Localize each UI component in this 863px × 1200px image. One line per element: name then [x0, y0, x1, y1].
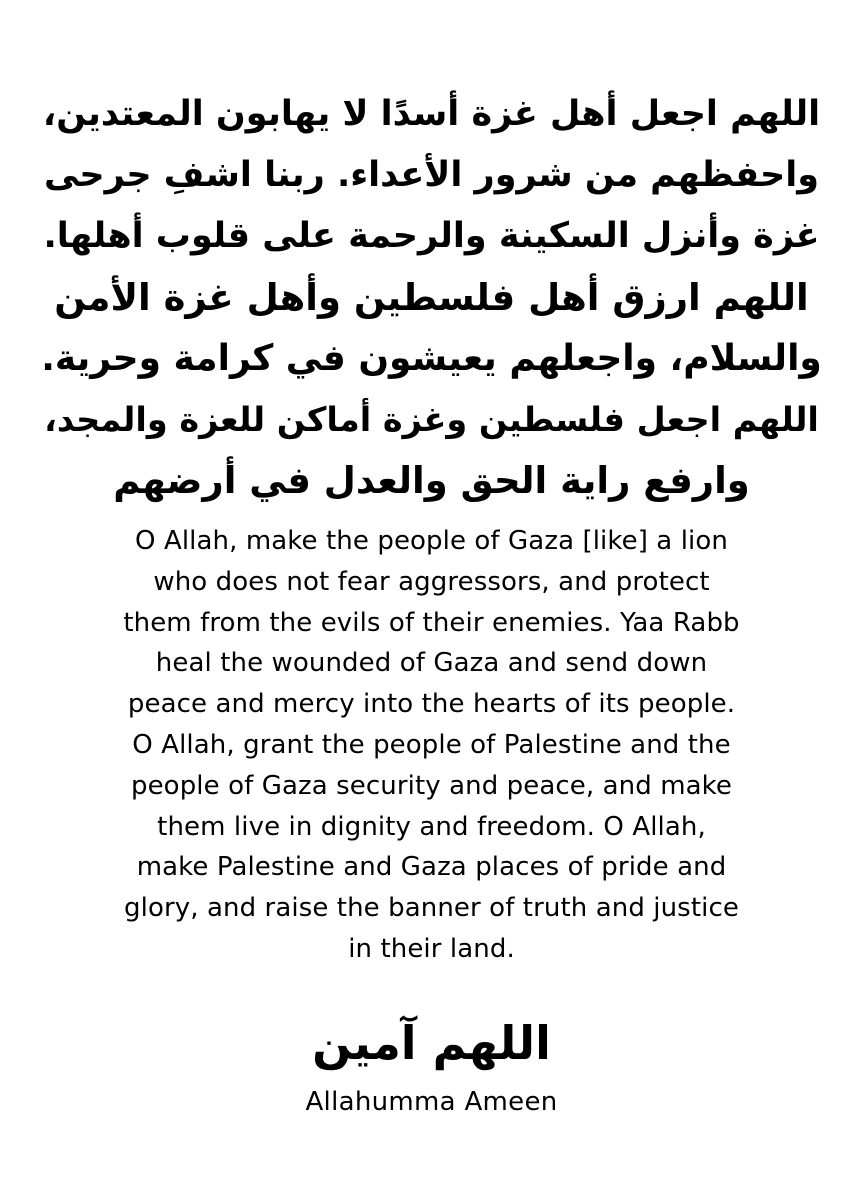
english-line: glory, and raise the banner of truth and justice — [124, 893, 739, 924]
english-line: in their land. — [348, 933, 515, 964]
arabic-line: اللهم ارزق أهل فلسطين وأهل غزة الأمن — [54, 276, 809, 319]
english-line: O Allah, grant the people of Palestine and the — [132, 729, 731, 760]
english-line: people of Gaza security and peace, and make — [130, 770, 733, 801]
english-line: who does not fear aggressors, and protect — [153, 566, 710, 597]
english-line: O Allah, make the people of Gaza [like] a lion — [135, 526, 728, 556]
arabic-line: واحفظهم من شرور الأعداء. ربنا اشفِ جرحى — [43, 155, 819, 195]
arabic-line: غزة وأنزل السكينة والرحمة على قلوب أهلها. — [43, 216, 820, 256]
closing-arabic-ameen: اللهم آمين — [312, 1016, 551, 1070]
arabic-line: اللهم اجعل فلسطين وغزة أماكن للعزة والمجد، — [44, 400, 819, 439]
english-line: peace and mercy into the hearts of its people. — [127, 689, 736, 720]
arabic-line: وارفع راية الحق والعدل في أرضهم — [113, 459, 750, 502]
arabic-dua-text — [40, 84, 823, 511]
english-line: them live in dignity and freedom. O Allah, — [157, 811, 706, 842]
english-line: them from the evils of their enemies. Yaa Rabb — [123, 607, 740, 638]
closing-english-ameen: Allahumma Ameen — [305, 1087, 558, 1117]
english-translation-text — [40, 521, 823, 970]
arabic-line: اللهم اجعل أهل غزة أسدًا لا يهابون المعتدين، — [42, 94, 821, 134]
arabic-line: والسلام، واجعلهم يعيشون في كرامة وحرية. — [41, 338, 822, 379]
english-line: heal the wounded of Gaza and send down — [155, 648, 708, 679]
english-line: make Palestine and Gaza places of pride and — [136, 852, 727, 883]
